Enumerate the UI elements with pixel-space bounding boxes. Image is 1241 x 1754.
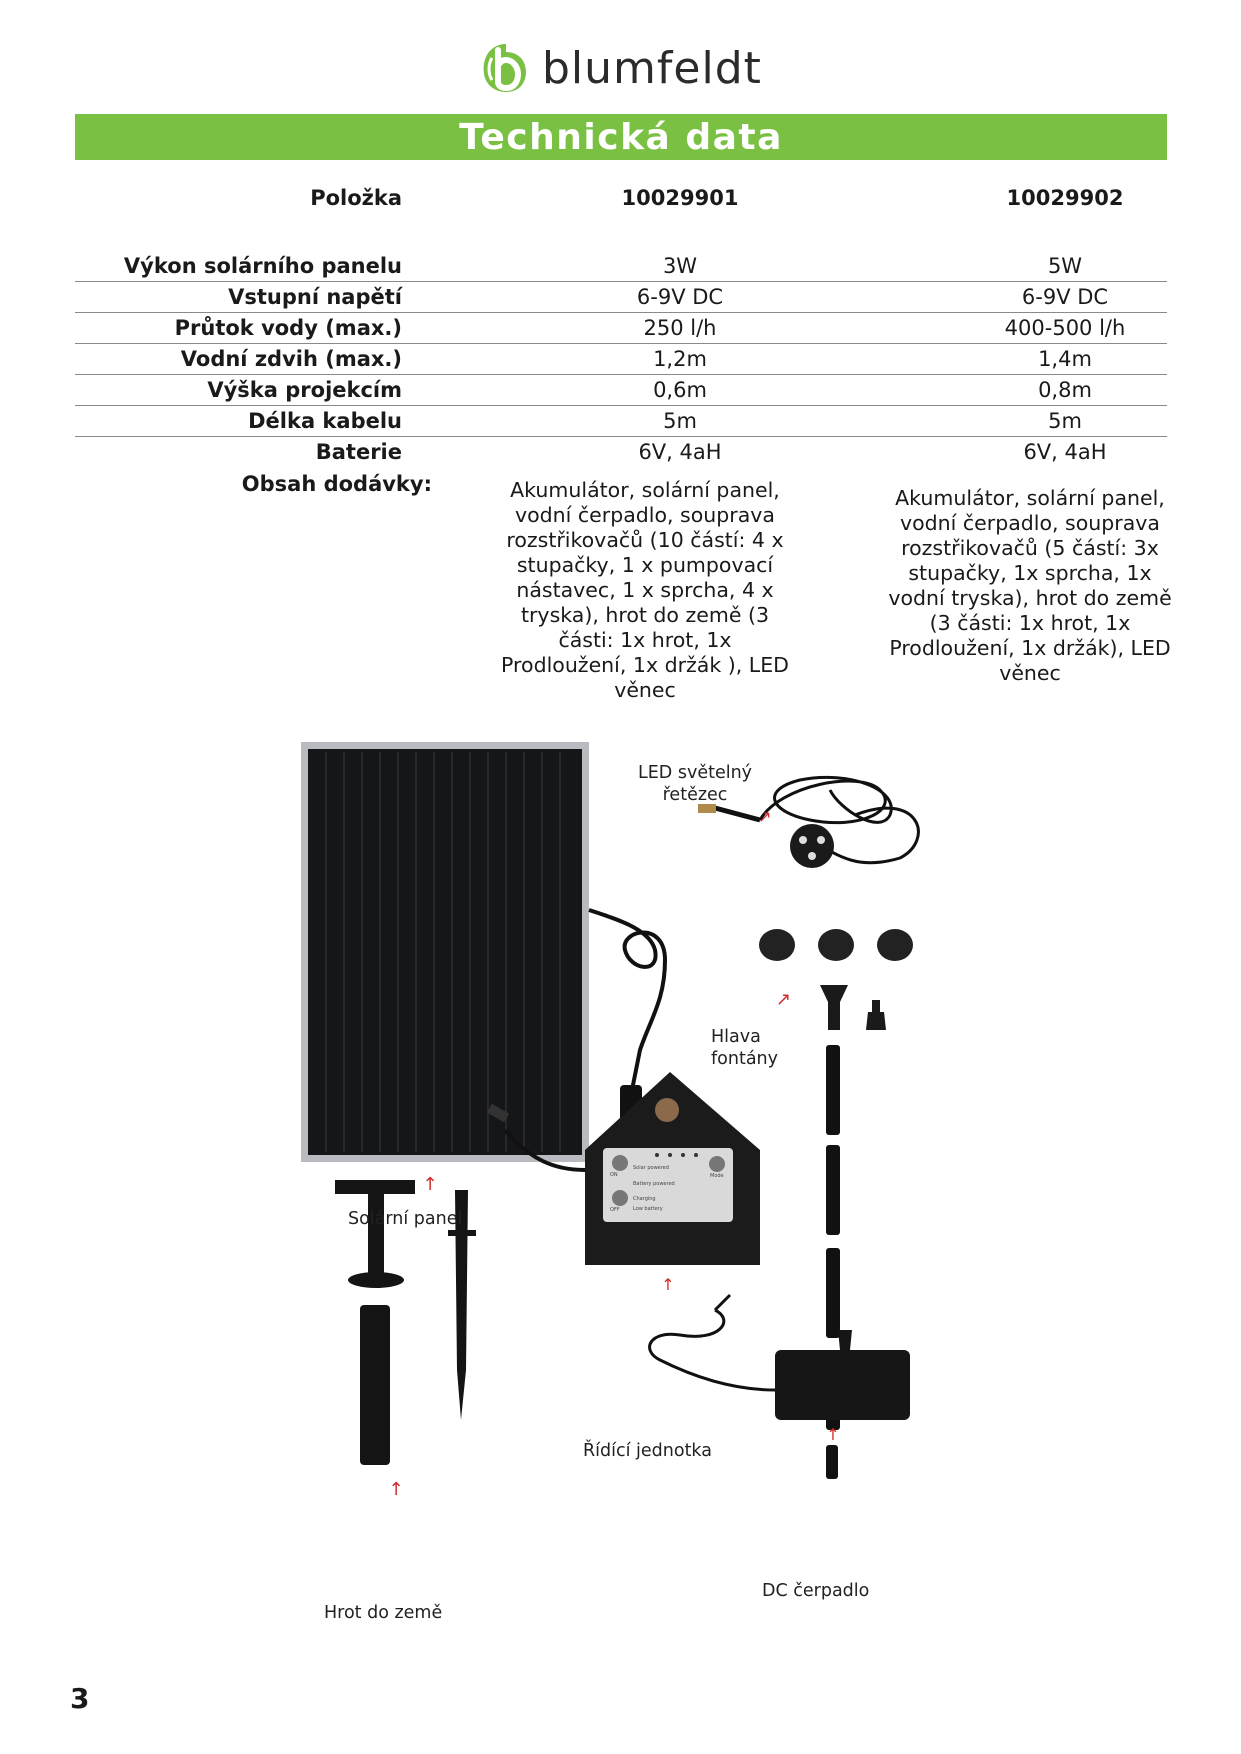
svg-text:↑: ↑	[388, 1479, 404, 1500]
contents-line: (3 části: 1x hrot, 1x	[929, 611, 1131, 635]
brand-logo	[478, 38, 762, 98]
contents-line: věnec	[614, 678, 676, 702]
contents-line: věnec	[999, 661, 1061, 685]
svg-text:Solar powered: Solar powered	[633, 1165, 669, 1171]
table-row	[75, 312, 1167, 344]
caption-fountain	[711, 1026, 778, 1070]
brand-name: blumfeldt	[542, 42, 762, 94]
svg-text:↗: ↗	[758, 807, 772, 826]
row-value-b: 0,8m	[1038, 378, 1092, 402]
contents-line: Akumulátor, solární panel,	[895, 486, 1165, 510]
svg-text:↑: ↑	[826, 1425, 840, 1444]
table-row	[75, 405, 1167, 437]
contents-line: rozstřikovačů (5 částí: 3x	[901, 536, 1159, 560]
contents-line: Prodloužení, 1x držák), LED	[889, 636, 1171, 660]
row-value-a: 6-9V DC	[636, 285, 724, 309]
svg-text:Battery powered: Battery powered	[633, 1181, 675, 1187]
table-header	[75, 180, 1167, 222]
svg-text:↑: ↑	[422, 1174, 438, 1195]
contents-line: stupačky, 1x sprcha, 1x	[908, 561, 1152, 585]
caption-led-line-2: řetězec	[662, 785, 728, 805]
row-value-b: 6V, 4aH	[1023, 440, 1107, 464]
caption-control-unit: Řídící jednotka	[583, 1441, 712, 1461]
leaf-b-logo-icon	[478, 40, 530, 96]
caption-led-line-1: LED světelný	[638, 763, 753, 783]
table-row	[75, 250, 1167, 282]
row-value-a: 1,2m	[653, 347, 707, 371]
contents-line: vodní čerpadlo, souprava	[900, 511, 1160, 535]
contents-line: tryska), hrot do země (3	[520, 603, 770, 627]
contents-text-b	[835, 486, 1225, 686]
section-title-bar	[75, 114, 1167, 160]
contents-text-a	[455, 478, 835, 703]
table-row	[75, 436, 1167, 467]
caption-fountain-line-2: fontány	[711, 1049, 778, 1069]
contents-line: vodní čerpadlo, souprava	[515, 503, 775, 527]
contents-line: rozstřikovačů (10 částí: 4 x	[506, 528, 784, 552]
row-label: Délka kabelu	[248, 409, 402, 433]
row-value-b: 5W	[1047, 254, 1083, 278]
row-value-a: 250 l/h	[643, 316, 717, 340]
row-label: Obsah dodávky:	[241, 472, 432, 496]
table-row	[75, 343, 1167, 375]
row-label: Výška projekcím	[207, 378, 402, 402]
row-label: Průtok vody (max.)	[174, 316, 402, 340]
row-value-b: 400-500 l/h	[1004, 316, 1126, 340]
header-col-b: 10029902	[1006, 186, 1124, 210]
table-row	[75, 374, 1167, 406]
caption-led	[638, 762, 752, 806]
caption-solar-panel: Solární panel	[348, 1209, 463, 1229]
table-row	[75, 281, 1167, 313]
svg-text:Charging: Charging	[633, 1196, 656, 1202]
row-label: Vstupní napětí	[228, 285, 402, 309]
product-drawing	[0, 730, 1241, 1690]
caption-fountain-line-1: Hlava	[711, 1027, 761, 1047]
dc-pump-image	[650, 1295, 910, 1444]
row-value-a: 5m	[663, 409, 697, 433]
row-label: Vodní zdvih (max.)	[180, 347, 402, 371]
row-value-b: 1,4m	[1038, 347, 1092, 371]
svg-text:OFF: OFF	[610, 1207, 620, 1213]
header-label: Položka	[310, 186, 402, 210]
product-illustration	[0, 730, 1241, 1690]
row-value-a: 6V, 4aH	[638, 440, 722, 464]
section-title: Technická data	[459, 116, 783, 158]
svg-text:Mode: Mode	[710, 1173, 724, 1179]
svg-text:ON: ON	[610, 1172, 618, 1178]
row-label: Baterie	[315, 440, 402, 464]
contents-line: vodní tryska), hrot do země	[888, 586, 1172, 610]
page-number: 3	[70, 1682, 90, 1715]
contents-line: Akumulátor, solární panel,	[510, 478, 780, 502]
contents-line: nástavec, 1 x sprcha, 4 x	[516, 578, 774, 602]
svg-text:↗: ↗	[776, 989, 792, 1010]
row-value-a: 0,6m	[653, 378, 707, 402]
svg-text:↑: ↑	[661, 1275, 675, 1294]
contents-line: Prodloužení, 1x držák ), LED	[501, 653, 789, 677]
caption-ground-stake: Hrot do země	[324, 1603, 443, 1623]
fountain-heads-image	[759, 929, 913, 1030]
row-label: Výkon solárního panelu	[123, 254, 402, 278]
row-value-a: 3W	[662, 254, 698, 278]
contents-line: stupačky, 1 x pumpovací	[516, 553, 774, 577]
contents-line: části: 1x hrot, 1x	[558, 628, 732, 652]
caption-pump: DC čerpadlo	[762, 1581, 870, 1601]
svg-text:Low battery: Low battery	[633, 1206, 663, 1212]
row-value-b: 6-9V DC	[1021, 285, 1109, 309]
row-value-b: 5m	[1048, 409, 1082, 433]
header-col-a: 10029901	[621, 186, 739, 210]
